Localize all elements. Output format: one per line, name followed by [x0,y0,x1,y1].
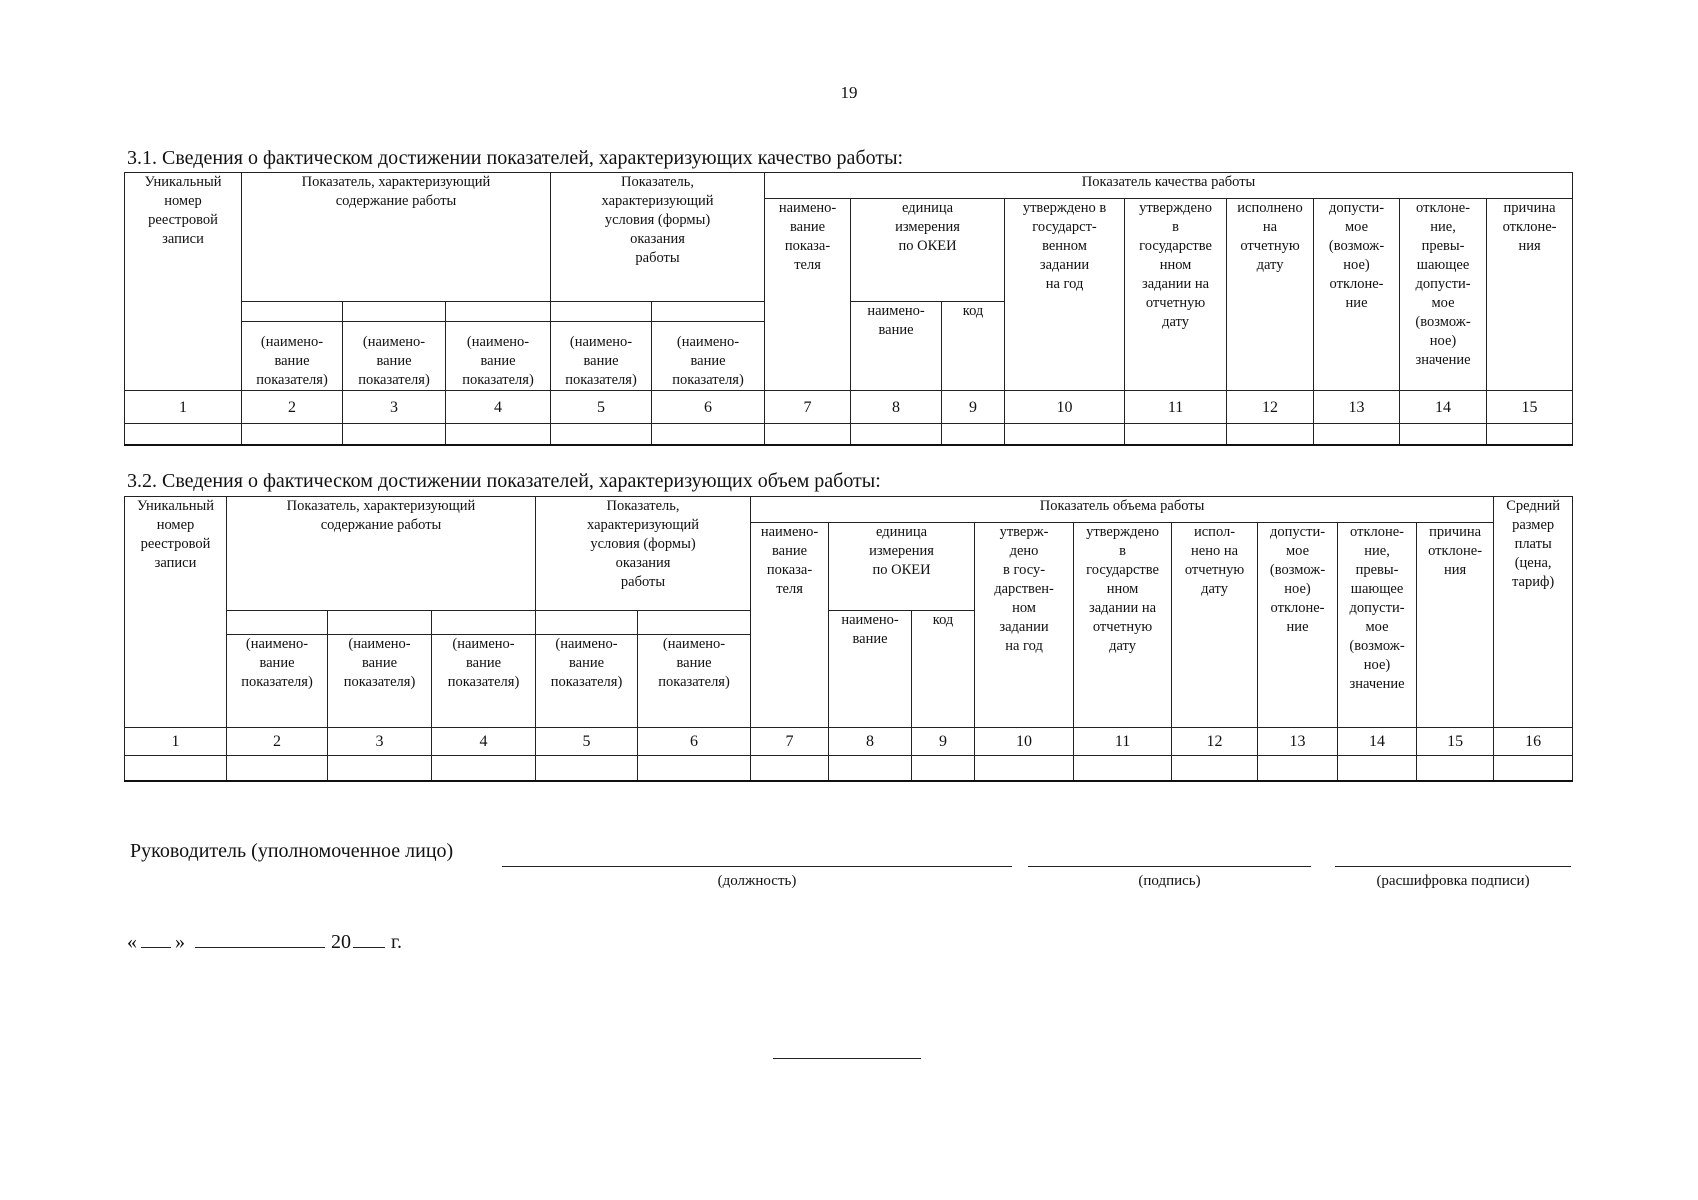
param-name-cell: (наимено- вание показателя) [446,322,551,391]
column-number: 10 [1005,391,1125,424]
approved-report-date-header: утверждено в государстве нном задании на отчетную дату [1125,199,1227,391]
data-cell [829,756,912,781]
data-cell [328,756,432,781]
volume-indicator-group-header: Показатель объема работы [751,497,1494,523]
data-cell [227,756,328,781]
param-name-cell: (наимено- вание показателя) [343,322,446,391]
column-number: 2 [227,728,328,756]
column-number: 1 [125,728,227,756]
century-text: 20 [331,931,351,953]
data-cell [432,756,536,781]
column-number: 5 [551,391,652,424]
param-name-cell: (наимено- вание показателя) [551,322,652,391]
position-caption: (должность) [717,873,797,889]
column-number: 9 [942,391,1005,424]
data-cell [652,424,765,445]
column-number: 13 [1314,391,1400,424]
column-number: 4 [432,728,536,756]
data-cell [536,756,638,781]
data-cell [551,424,652,445]
empty-subheader-cell [652,302,765,322]
allowed-deviation-header: допусти- мое (возмож- ное) отклоне- ние [1314,199,1400,391]
column-number-row [125,728,1573,756]
header-row-1 [125,497,1573,523]
data-cell [751,756,829,781]
unit-code-header: код [942,302,1005,391]
data-cell [1338,756,1417,781]
signature-caption: (подпись) [1138,873,1201,889]
column-number: 15 [1487,391,1573,424]
column-number: 8 [851,391,942,424]
close-quote: » [175,931,185,953]
page-number: 19 [840,83,858,102]
empty-data-row [125,424,1573,445]
column-number: 1 [125,391,242,424]
param-name-cell: (наимено- вание показателя) [328,635,432,728]
empty-subheader-cell [328,611,432,635]
data-cell [1172,756,1258,781]
position-line [502,866,1012,867]
data-cell [1074,756,1172,781]
param-name-cell: (наимено- вание показателя) [652,322,765,391]
executed-header: исполнено на отчетную дату [1227,199,1314,391]
column-number: 13 [1258,728,1338,756]
column-number: 3 [328,728,432,756]
data-cell [446,424,551,445]
content-indicator-header: Показатель, характеризующий содержание работы [227,497,536,611]
year-blank [353,929,385,948]
data-cell [851,424,942,445]
column-number: 12 [1172,728,1258,756]
data-cell [1494,756,1573,781]
empty-subheader-cell [551,302,652,322]
executed-header: испол- нено на отчетную дату [1172,523,1258,728]
data-cell [942,424,1005,445]
column-number: 16 [1494,728,1573,756]
data-cell [343,424,446,445]
year-suffix: г. [391,931,402,953]
data-cell [912,756,975,781]
data-cell [1400,424,1487,445]
data-cell [1005,424,1125,445]
column-number: 2 [242,391,343,424]
param-name-cell: (наимено- вание показателя) [638,635,751,728]
data-cell [975,756,1074,781]
unit-name-header: наимено- вание [829,611,912,728]
data-cell [1487,424,1573,445]
column-number: 11 [1125,391,1227,424]
data-cell [638,756,751,781]
approved-year-header: утверж- дено в госу- дарствен- ном задании на год [975,523,1074,728]
okei-unit-header: единица измерения по ОКЕИ [829,523,975,611]
column-number: 11 [1074,728,1172,756]
approved-report-date-header: утверждено в государстве нном задании на отчетную дату [1074,523,1172,728]
month-blank [195,929,325,948]
param-name-cell: (наимено- вание показателя) [432,635,536,728]
deviation-reason-header: причина отклоне- ния [1417,523,1494,728]
header-row-1 [125,173,1573,199]
column-number: 14 [1338,728,1417,756]
empty-subheader-cell [343,302,446,322]
column-number: 12 [1227,391,1314,424]
column-number: 7 [751,728,829,756]
day-blank [141,929,171,948]
content-indicator-header: Показатель, характеризующий содержание работы [242,173,551,302]
param-name-cell: (наимено- вание показателя) [242,322,343,391]
empty-subheader-cell [638,611,751,635]
column-number: 7 [765,391,851,424]
column-number: 10 [975,728,1074,756]
okei-unit-header: единица измерения по ОКЕИ [851,199,1005,302]
column-number-row [125,391,1573,424]
approved-year-header: утверждено в государст- венном задании на год [1005,199,1125,391]
data-cell [1417,756,1494,781]
conditions-indicator-header: Показатель, характеризующий условия (формы) оказания работы [536,497,751,611]
column-number: 6 [652,391,765,424]
signature-decoding-line [1335,866,1571,867]
column-number: 5 [536,728,638,756]
column-number: 15 [1417,728,1494,756]
data-cell [1314,424,1400,445]
unique-number-header: Уникальный номер реестровой записи [125,497,227,728]
footer-rule [773,1058,921,1059]
average-payment-header: Средний размер платы (цена, тариф) [1494,497,1573,728]
indicator-name-header: наимено- вание показа- теля [765,199,851,391]
section-3-1-title: 3.1. Сведения о фактическом достижении показателей, характеризующих качество работы: [127,147,904,169]
section-3-2-title: 3.2. Сведения о фактическом достижении показателей, характеризующих объем работы: [127,470,881,492]
deviation-reason-header: причина отклоне- ния [1487,199,1573,391]
column-number: 6 [638,728,751,756]
empty-subheader-cell [446,302,551,322]
data-cell [125,756,227,781]
head-signature-label: Руководитель (уполномоченное лицо) [130,840,454,862]
exceeding-deviation-header: отклоне- ние, превы- шающее допусти- мое (возмож- ное) значение [1400,199,1487,391]
empty-subheader-cell [432,611,536,635]
data-cell [1258,756,1338,781]
column-number: 14 [1400,391,1487,424]
signature-decoding-caption: (расшифровка подписи) [1376,873,1530,889]
volume-indicators-table [124,496,1573,782]
unit-name-header: наимено- вание [851,302,942,391]
date-line [127,929,402,954]
data-cell [1125,424,1227,445]
unit-code-header: код [912,611,975,728]
data-cell [125,424,242,445]
allowed-deviation-header: допусти- мое (возмож- ное) отклоне- ние [1258,523,1338,728]
open-quote: « [127,931,137,953]
column-number: 8 [829,728,912,756]
empty-subheader-cell [242,302,343,322]
quality-indicators-table [124,172,1573,446]
indicator-name-header: наимено- вание показа- теля [751,523,829,728]
empty-subheader-cell [227,611,328,635]
data-cell [765,424,851,445]
data-cell [242,424,343,445]
empty-data-row [125,756,1573,781]
unique-number-header: Уникальный номер реестровой записи [125,173,242,391]
column-number: 3 [343,391,446,424]
quality-indicator-group-header: Показатель качества работы [765,173,1573,199]
param-name-cell: (наимено- вание показателя) [227,635,328,728]
exceeding-deviation-header: отклоне- ние, превы- шающее допусти- мое (возмож- ное) значение [1338,523,1417,728]
empty-subheader-cell [536,611,638,635]
param-name-cell: (наимено- вание показателя) [536,635,638,728]
column-number: 4 [446,391,551,424]
column-number: 9 [912,728,975,756]
data-cell [1227,424,1314,445]
conditions-indicator-header: Показатель, характеризующий условия (формы) оказания работы [551,173,765,302]
signature-line [1028,866,1311,867]
